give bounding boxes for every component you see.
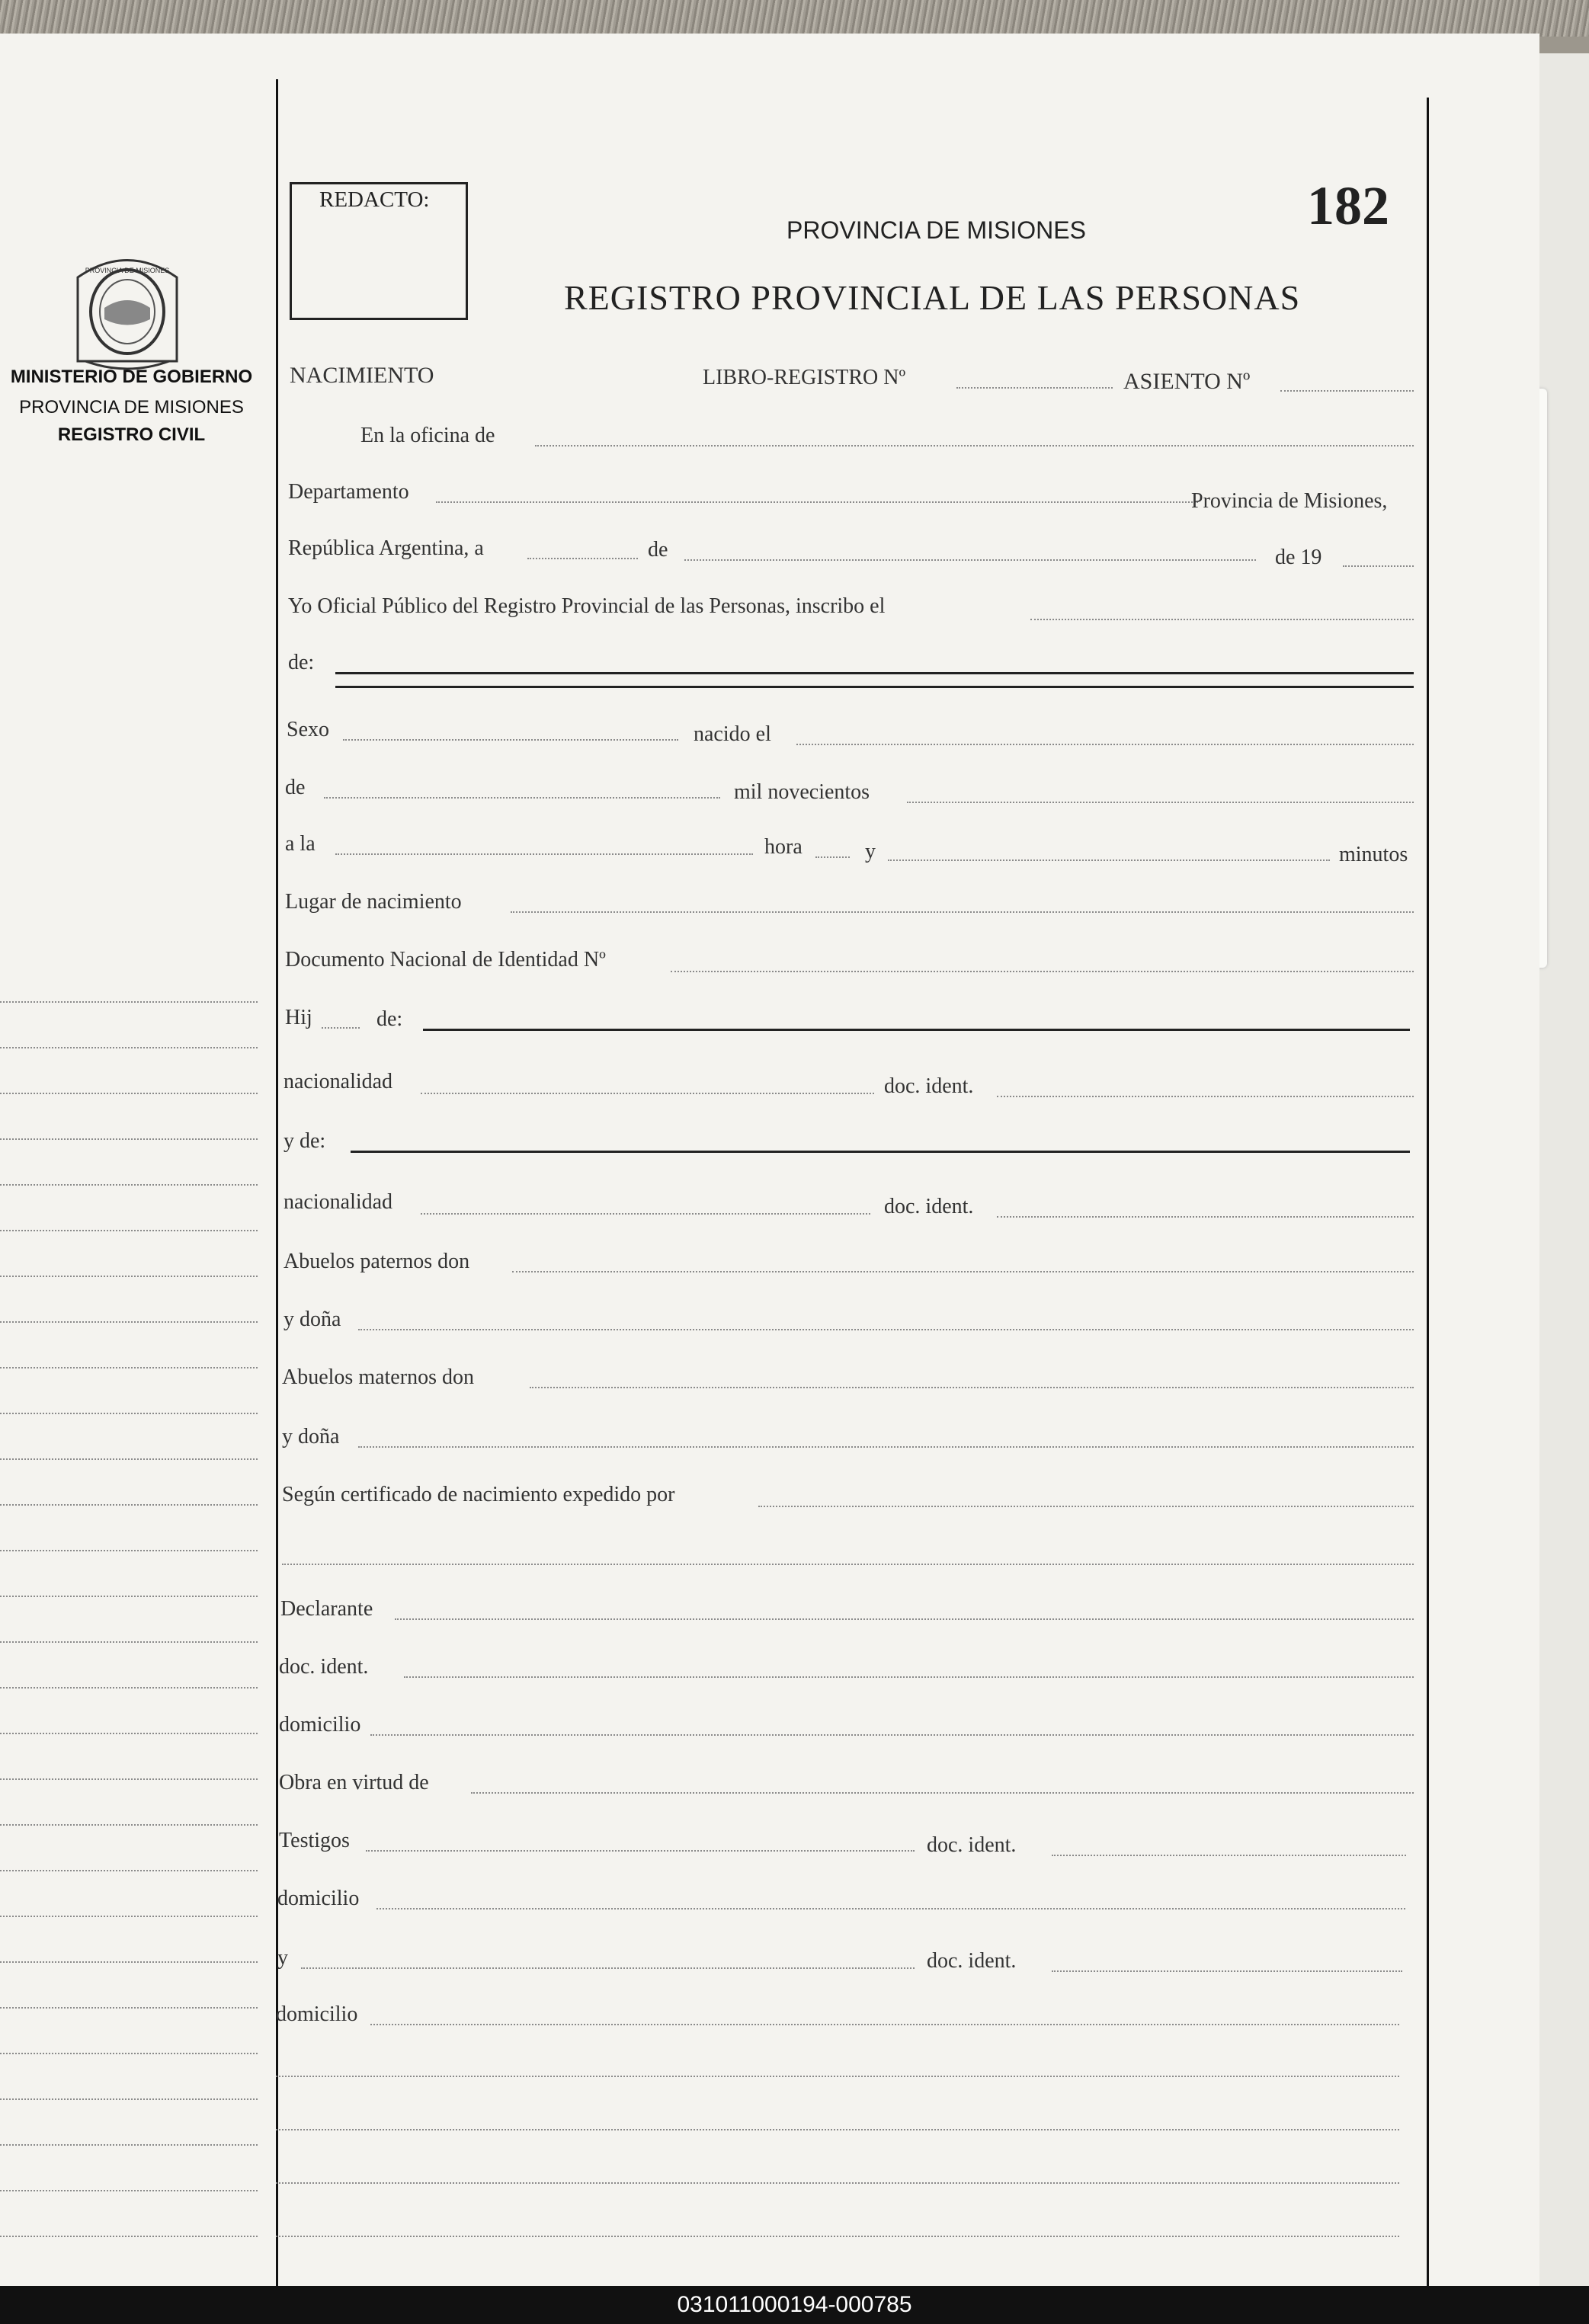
margin-line	[0, 1138, 258, 1140]
doc5-field[interactable]	[1052, 1970, 1402, 1972]
doc1-field[interactable]	[997, 1096, 1414, 1097]
a-la-label: a la	[285, 832, 316, 856]
domicilio3-field[interactable]	[370, 2024, 1399, 2025]
margin-line	[0, 1778, 258, 1780]
sexo-label: Sexo	[287, 718, 329, 741]
nacionalidad-label: nacionalidad	[284, 1190, 393, 1214]
abuelos-maternos-field[interactable]	[530, 1387, 1414, 1388]
mother-name-field[interactable]	[351, 1151, 1410, 1153]
provincia-de-label: Provincia de Misiones,	[1191, 489, 1388, 513]
hour-field[interactable]	[335, 853, 753, 855]
nacido-label: nacido el	[694, 722, 771, 746]
dni-label: Documento Nacional de Identidad Nº	[285, 948, 606, 972]
testigo2-field[interactable]	[301, 1967, 915, 1969]
y-label: y	[277, 1946, 288, 1970]
declarante-field[interactable]	[395, 1618, 1414, 1620]
emblem-text: PROVINCIA DE MISIONES	[85, 267, 170, 274]
de-label: de	[648, 538, 668, 562]
margin-line	[0, 2053, 258, 2054]
document-id: 031011000194-000785	[0, 2286, 1589, 2324]
year2-field[interactable]	[907, 802, 1414, 803]
libro-label: LIBRO-REGISTRO Nº	[703, 366, 906, 389]
oficina-field[interactable]	[535, 445, 1414, 447]
year-field[interactable]	[1343, 565, 1414, 567]
minutos-label: minutos	[1339, 843, 1408, 866]
segun-label: Según certificado de nacimiento expedido por	[282, 1483, 675, 1506]
inscribo-field[interactable]	[1030, 619, 1414, 620]
ministry-label: MINISTERIO DE GOBIERNO	[10, 367, 253, 387]
margin-line	[0, 1733, 258, 1734]
margin-line	[0, 1596, 258, 1597]
margin-line	[0, 1824, 258, 1826]
notes-line[interactable]	[276, 2182, 1399, 2184]
de-colon-label: de:	[288, 651, 315, 674]
dni-field[interactable]	[671, 971, 1414, 972]
margin-line	[0, 1687, 258, 1689]
fabric-background	[0, 0, 1589, 37]
margin-line	[0, 1413, 258, 1414]
doc-ident-label: doc. ident.	[279, 1655, 369, 1679]
margin-line	[0, 1093, 258, 1094]
doc-ident-label: doc. ident.	[927, 1833, 1017, 1857]
margin-line	[0, 1504, 258, 1506]
redacto-box	[290, 182, 468, 320]
obra-label: Obra en virtud de	[279, 1771, 429, 1794]
asiento-label: ASIENTO Nº	[1123, 369, 1251, 394]
margin-line	[0, 1047, 258, 1048]
margin-line	[0, 1550, 258, 1551]
margin-line	[0, 1001, 258, 1003]
margin-line	[0, 2098, 258, 2100]
oficina-label: En la oficina de	[360, 424, 495, 447]
province-label: PROVINCIA DE MISIONES	[19, 397, 244, 418]
register-page	[0, 34, 1539, 2286]
yo-oficial-label: Yo Oficial Público del Registro Provincial de las Personas, inscribo el	[288, 594, 886, 618]
civil-registry-label: REGISTRO CIVIL	[57, 424, 206, 445]
abuela-materna-field[interactable]	[358, 1446, 1414, 1448]
abuelos-paternos-field[interactable]	[512, 1271, 1414, 1272]
doc4-field[interactable]	[1052, 1855, 1406, 1856]
certificado-field-2[interactable]	[282, 1564, 1414, 1565]
de19-label: de 19	[1275, 546, 1322, 569]
margin-line	[0, 2236, 258, 2237]
domicilio1-field[interactable]	[370, 1734, 1414, 1736]
de-label: de	[285, 776, 306, 799]
form-title: REGISTRO PROVINCIAL DE LAS PERSONAS	[564, 278, 1301, 317]
doc3-field[interactable]	[404, 1676, 1414, 1678]
y-label: y	[865, 840, 876, 863]
margin-line	[0, 1230, 258, 1231]
hij-field[interactable]	[322, 1027, 360, 1029]
hij-de-label: de:	[376, 1007, 403, 1031]
nacionalidad1-field[interactable]	[421, 1093, 874, 1094]
departamento-field[interactable]	[436, 501, 1198, 503]
republica-label: República Argentina, a	[288, 536, 484, 560]
margin-line	[0, 1870, 258, 1871]
margin-line	[0, 1367, 258, 1368]
margin-line	[0, 1961, 258, 1963]
y-de-label: y de:	[284, 1129, 326, 1153]
redacto-label: REDACTO:	[319, 187, 430, 212]
margin-line	[0, 1184, 258, 1186]
page-number: 182	[1307, 175, 1389, 236]
doc-ident-label: doc. ident.	[927, 1949, 1017, 1973]
abuelos-maternos-label: Abuelos maternos don	[282, 1365, 474, 1389]
margin-line	[0, 1276, 258, 1277]
minutes-field[interactable]	[888, 859, 1330, 861]
obra-field[interactable]	[471, 1792, 1414, 1794]
testigos-label: Testigos	[279, 1829, 350, 1852]
margin-line	[0, 2144, 258, 2146]
lugar-field[interactable]	[511, 911, 1414, 913]
libro-field[interactable]	[956, 387, 1113, 389]
y-dona-label: y doña	[284, 1308, 341, 1331]
hij-label: Hij	[285, 1006, 312, 1029]
margin-line	[0, 1641, 258, 1643]
margin-line	[0, 2190, 258, 2191]
domicilio-label: domicilio	[277, 1887, 360, 1910]
nacionalidad-label: nacionalidad	[284, 1070, 393, 1093]
departamento-label: Departamento	[288, 480, 409, 504]
notes-line[interactable]	[276, 2076, 1399, 2077]
domicilio-label: domicilio	[276, 2002, 358, 2026]
father-name-field[interactable]	[423, 1029, 1410, 1031]
abuelos-paternos-label: Abuelos paternos don	[284, 1250, 470, 1273]
margin-line	[0, 1321, 258, 1323]
abuela-paterna-field[interactable]	[358, 1329, 1414, 1330]
notes-line[interactable]	[276, 2236, 1399, 2237]
nacimiento-label: NACIMIENTO	[290, 363, 434, 388]
vertical-rule-right	[1427, 98, 1429, 2292]
hora-label: hora	[764, 835, 803, 859]
margin-line	[0, 1916, 258, 1917]
margin-line	[0, 2007, 258, 2009]
sexo-field[interactable]	[343, 739, 678, 741]
domicilio-label: domicilio	[279, 1713, 361, 1737]
month-field[interactable]	[684, 559, 1256, 561]
declarante-label: Declarante	[280, 1597, 373, 1621]
notes-line[interactable]	[276, 2129, 1399, 2130]
doc2-field[interactable]	[997, 1216, 1414, 1218]
lugar-label: Lugar de nacimiento	[285, 890, 462, 914]
y-dona-label: y doña	[282, 1425, 340, 1448]
divider-line	[335, 686, 1414, 688]
asiento-field[interactable]	[1280, 390, 1414, 392]
doc-ident-label: doc. ident.	[884, 1074, 974, 1098]
nacido-field[interactable]	[796, 744, 1414, 745]
domicilio2-field[interactable]	[376, 1908, 1405, 1909]
hora-short-field[interactable]	[815, 856, 850, 858]
testigo1-field[interactable]	[366, 1850, 915, 1852]
nacionalidad2-field[interactable]	[421, 1213, 870, 1215]
mil-novecientos-label: mil novecientos	[734, 780, 870, 804]
provincial-emblem-icon	[70, 247, 184, 376]
province-heading: PROVINCIA DE MISIONES	[786, 216, 1086, 244]
certificado-field[interactable]	[758, 1506, 1414, 1507]
doc-ident-label: doc. ident.	[884, 1195, 974, 1218]
margin-line	[0, 1458, 258, 1460]
month2-field[interactable]	[324, 797, 720, 799]
day-field[interactable]	[527, 558, 638, 559]
inscripto-name-field[interactable]	[335, 672, 1414, 674]
